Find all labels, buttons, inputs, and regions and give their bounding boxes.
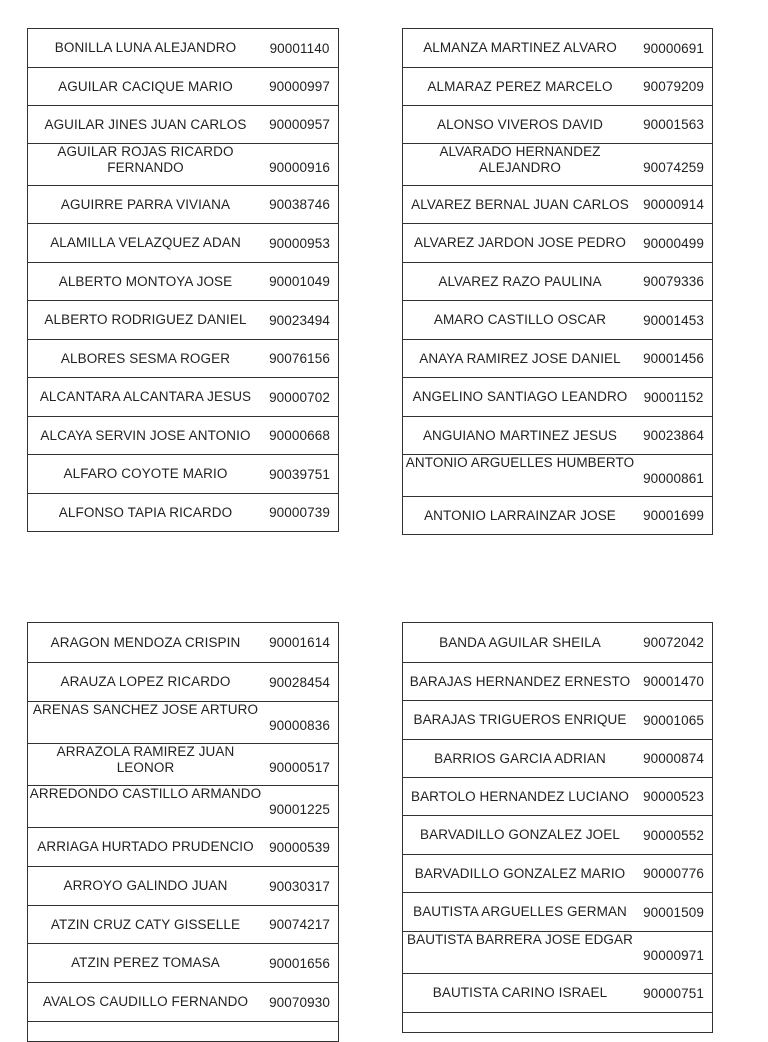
employee-name: ARROYO GALINDO JUAN	[63, 878, 228, 893]
employee-id: 90001152	[643, 389, 704, 405]
employee-name: ANGUIANO MARTINEZ JESUS	[422, 427, 618, 443]
employee-id: 90001614	[269, 635, 330, 650]
table-row	[28, 1022, 338, 1042]
employee-name: BANDA AGUILAR SHEILA	[439, 634, 601, 650]
roster-table-1	[27, 28, 339, 532]
employee-name: BARAJAS TRIGUEROS ENRIQUE	[413, 712, 627, 727]
employee-name: BAUTISTA BARRERA JOSE EDGAR	[406, 932, 633, 947]
table-row	[28, 828, 338, 867]
table-row	[403, 1013, 712, 1033]
employee-id: 90001049	[269, 274, 330, 289]
table-row	[403, 932, 712, 974]
roster-table-4	[402, 622, 713, 1033]
roster-table-3	[27, 622, 339, 1042]
employee-name: BARTOLO HERNANDEZ LUCIANO	[410, 788, 630, 804]
employee-id: 90000916	[269, 160, 330, 175]
table-row	[28, 144, 338, 186]
employee-id: 90000957	[269, 117, 330, 132]
employee-name: ALMANZA MARTINEZ ALVARO	[423, 40, 617, 55]
employee-name: ANTONIO ARGUELLES HUMBERTO	[405, 455, 635, 470]
employee-name: ALFARO COYOTE MARIO	[63, 466, 228, 481]
table-row	[403, 301, 712, 340]
table-row	[28, 186, 338, 224]
table-row	[403, 855, 712, 893]
employee-id: 90028454	[269, 674, 330, 690]
employee-name: ARAUZA LOPEZ RICARDO	[60, 674, 231, 689]
employee-id: 90030317	[269, 878, 330, 894]
employee-id: 90000539	[269, 839, 330, 855]
employee-id: 90000702	[269, 389, 330, 405]
table-row	[28, 106, 338, 144]
table-row	[403, 144, 712, 186]
table-row	[403, 186, 712, 224]
employee-id: 90000523	[643, 789, 704, 804]
employee-id: 90000776	[643, 866, 704, 881]
employee-id: 90000971	[643, 948, 704, 963]
employee-id: 90000517	[269, 760, 330, 775]
employee-id: 90000499	[643, 235, 704, 251]
table-row	[403, 778, 712, 816]
employee-name: AVALOS CAUDILLO FERNANDO	[42, 994, 249, 1009]
employee-name: ARRAZOLA RAMIREZ JUAN LEONOR	[56, 744, 235, 775]
table-row	[403, 974, 712, 1013]
table-row	[403, 340, 712, 378]
employee-id: 90000914	[643, 197, 704, 212]
employee-id: 90000861	[643, 471, 704, 486]
employee-name: ANTONIO LARRAINZAR JOSE	[424, 507, 616, 523]
table-row	[403, 224, 712, 263]
table-row	[403, 816, 712, 855]
employee-id: 90070930	[269, 994, 330, 1010]
table-row	[28, 702, 338, 744]
table-row	[403, 106, 712, 144]
table-row	[403, 455, 712, 497]
employee-name: ALFONSO TAPIA RICARDO	[58, 504, 233, 520]
table-row	[403, 740, 712, 778]
table-row	[28, 29, 338, 68]
table-row	[28, 906, 338, 944]
table-row	[28, 494, 338, 532]
employee-name: AMARO CASTILLO OSCAR	[433, 312, 607, 327]
table-row	[28, 68, 338, 106]
table-row	[28, 455, 338, 494]
employee-name: ALVARADO HERNANDEZ ALEJANDRO	[439, 144, 601, 175]
employee-name: ARENAS SANCHEZ JOSE ARTURO	[32, 702, 259, 717]
employee-name: AGUILAR ROJAS RICARDO FERNANDO	[57, 144, 234, 175]
employee-name: BARVADILLO GONZALEZ JOEL	[420, 827, 620, 842]
employee-name: ALMARAZ PEREZ MARCELO	[427, 78, 613, 94]
employee-id: 90038746	[269, 197, 330, 212]
table-row	[403, 623, 712, 663]
employee-id: 90000552	[643, 827, 704, 843]
employee-name: ALBERTO RODRIGUEZ DANIEL	[44, 312, 247, 327]
employee-name: ALONSO VIVEROS DAVID	[436, 116, 604, 132]
employee-id: 90074259	[643, 160, 704, 175]
table-row	[28, 944, 338, 983]
employee-id: 90000668	[269, 428, 330, 443]
employee-name: ALBORES SESMA ROGER	[60, 350, 231, 366]
table-row	[403, 29, 712, 68]
employee-name: ALCANTARA ALCANTARA JESUS	[39, 389, 252, 404]
employee-name: BARVADILLO GONZALEZ MARIO	[414, 865, 626, 881]
table-row	[28, 623, 338, 663]
employee-id: 90000691	[643, 40, 704, 56]
employee-id: 90000836	[269, 718, 330, 733]
table-row	[403, 701, 712, 740]
employee-name: ALBERTO MONTOYA JOSE	[58, 273, 233, 289]
employee-name: ALCAYA SERVIN JOSE ANTONIO	[40, 427, 251, 443]
employee-name: ATZIN PEREZ TOMASA	[71, 955, 220, 970]
employee-name: ARRIAGA HURTADO PRUDENCIO	[37, 839, 254, 854]
employee-name: BARRIOS GARCIA ADRIAN	[434, 750, 606, 766]
employee-id: 90079336	[643, 274, 704, 289]
employee-name: BAUTISTA ARGUELLES GERMAN	[413, 904, 627, 919]
table-row	[403, 68, 712, 106]
employee-name: ARAGON MENDOZA CRISPIN	[50, 634, 241, 650]
employee-id: 90000874	[643, 751, 704, 766]
employee-id: 90023864	[643, 428, 704, 443]
table-row	[28, 786, 338, 828]
employee-id: 90001509	[643, 904, 704, 920]
table-row	[28, 663, 338, 702]
table-row	[28, 983, 338, 1022]
employee-id: 90001563	[643, 117, 704, 132]
table-row	[403, 497, 712, 535]
employee-id: 90000739	[269, 505, 330, 520]
employee-id: 90000953	[269, 235, 330, 251]
employee-name: ANGELINO SANTIAGO LEANDRO	[412, 389, 628, 404]
employee-id: 90000997	[269, 79, 330, 94]
table-row	[28, 340, 338, 378]
table-row	[403, 893, 712, 932]
employee-id: 90001453	[643, 312, 704, 328]
table-row	[28, 263, 338, 301]
table-row	[28, 224, 338, 263]
employee-name: BARAJAS HERNANDEZ ERNESTO	[409, 673, 631, 689]
employee-id: 90039751	[269, 466, 330, 482]
employee-id: 90001140	[269, 40, 330, 56]
employee-id: 90000751	[643, 985, 704, 1001]
employee-id: 90001699	[643, 508, 704, 523]
table-row	[28, 378, 338, 417]
employee-id: 90001470	[643, 674, 704, 689]
table-row	[403, 378, 712, 417]
employee-id: 90074217	[269, 917, 330, 932]
employee-name: AGUIRRE PARRA VIVIANA	[60, 196, 231, 212]
employee-name: ALVAREZ BERNAL JUAN CARLOS	[411, 196, 629, 212]
employee-name: AGUILAR JINES JUAN CARLOS	[44, 116, 247, 132]
employee-id: 90079209	[643, 79, 704, 94]
table-row	[28, 867, 338, 906]
table-row	[403, 663, 712, 701]
table-row	[403, 417, 712, 455]
employee-name: BONILLA LUNA ALEJANDRO	[54, 40, 237, 55]
employee-name: ALVAREZ RAZO PAULINA	[438, 273, 602, 289]
employee-name: ANAYA RAMIREZ JOSE DANIEL	[419, 350, 621, 366]
table-row	[403, 263, 712, 301]
employee-name: ATZIN CRUZ CATY GISSELLE	[50, 916, 241, 932]
employee-id: 90076156	[269, 351, 330, 366]
employee-id: 90001065	[643, 712, 704, 728]
employee-id: 90023494	[269, 312, 330, 328]
employee-name: AGUILAR CACIQUE MARIO	[58, 78, 233, 94]
table-row	[28, 301, 338, 340]
employee-id: 90001656	[269, 955, 330, 971]
employee-id: 90001456	[643, 351, 704, 366]
roster-table-2	[402, 28, 713, 535]
table-row	[28, 417, 338, 455]
employee-name: BAUTISTA CARINO ISRAEL	[432, 985, 608, 1000]
employee-name: ARREDONDO CASTILLO ARMANDO	[29, 786, 262, 801]
employee-id: 90001225	[269, 802, 330, 817]
employee-id: 90072042	[643, 635, 704, 650]
employee-name: ALVAREZ JARDON JOSE PEDRO	[413, 235, 627, 250]
employee-name: ALAMILLA VELAZQUEZ ADAN	[50, 235, 241, 250]
table-row	[28, 744, 338, 786]
